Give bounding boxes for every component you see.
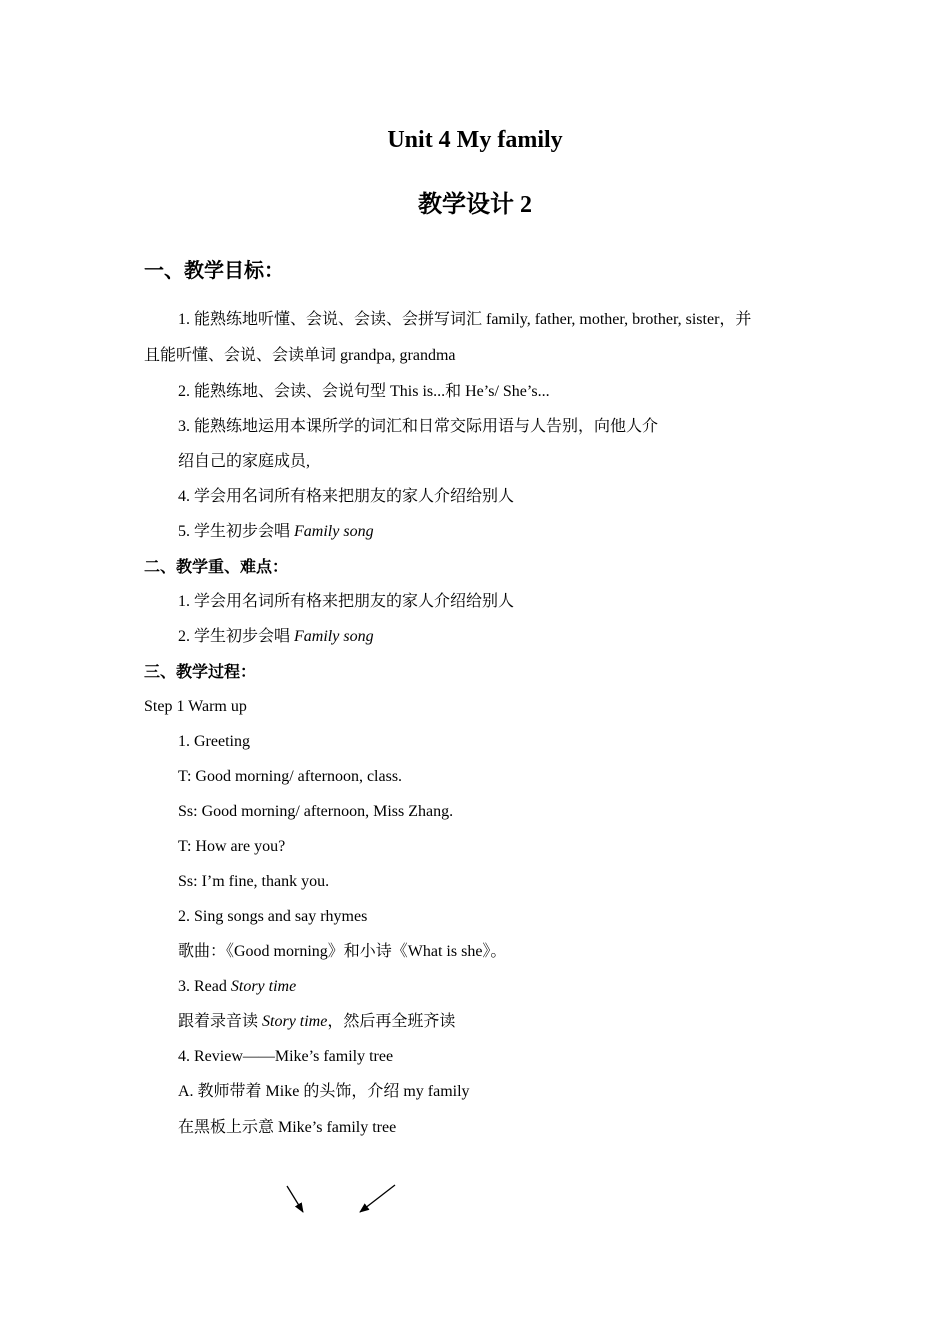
document-title: Unit 4 My family [387,127,563,153]
step-1-heading: Step 1 Warm up [144,698,247,715]
section-heading-process: 三、教学过程： [144,664,257,681]
document-subtitle: 教学设计 2 [418,192,532,218]
objective-5-text: 5. 学生初步会唱 [178,523,295,540]
review-item: 4. Review——Mike’s family tree [178,1048,394,1065]
follow-recording-suffix: ，然后再全班齐读 [327,1013,456,1030]
objective-3-line-2: 绍自己的家庭成员, [178,453,311,470]
follow-recording-text: 跟着录音读 [178,1013,263,1030]
dialogue-teacher-2: T: How are you? [178,838,286,855]
key-point-2-song: Family song [294,628,374,645]
objective-3-line-1: 3. 能熟练地运用本课所学的词汇和日常交际用语与人告别，向他人介 [178,418,659,435]
songs-list: 歌曲：《Good morning》和小诗《What is she》。 [178,943,507,960]
read-story-text: 3. Read [178,978,231,995]
dialogue-students-2: Ss: I’m fine, thank you. [178,873,330,890]
dialogue-students-1: Ss: Good morning/ afternoon, Miss Zhang. [178,803,454,820]
objective-4: 4. 学会用名词所有格来把朋友的家人介绍给别人 [178,488,515,505]
objective-1-line-1: 1. 能熟练地听懂、会说、会读、会拼写词汇 family, father, mother, brother, sister，并 [178,311,752,328]
key-point-2-text: 2. 学生初步会唱 [178,628,295,645]
dialogue-teacher-1: T: Good morning/ afternoon, class. [178,768,403,785]
arrow-right-icon [360,1185,395,1212]
read-story-title: Story time [230,978,297,995]
objective-1-line-2: 且能听懂、会说、会读单词 grandpa, grandma [144,347,456,364]
blackboard-line: 在黑板上示意 Mike’s family tree [178,1119,397,1136]
key-point-1: 1. 学会用名词所有格来把朋友的家人介绍给别人 [178,593,515,610]
objective-2: 2. 能熟练地、会读、会说句型 This is...和 He’s/ She’s... [178,383,550,400]
sing-songs-item: 2. Sing songs and say rhymes [178,908,368,925]
section-heading-key-points: 二、教学重、难点： [144,559,289,576]
arrow-left-icon [287,1186,303,1212]
section-heading-objectives: 一、教学目标： [144,260,284,282]
greeting-item: 1. Greeting [178,733,250,750]
objective-5-song: Family song [294,523,374,540]
teacher-introduce-line: A. 教师带着 Mike 的头饰，介绍 my family [178,1083,470,1100]
follow-recording-story: Story time [262,1013,328,1030]
